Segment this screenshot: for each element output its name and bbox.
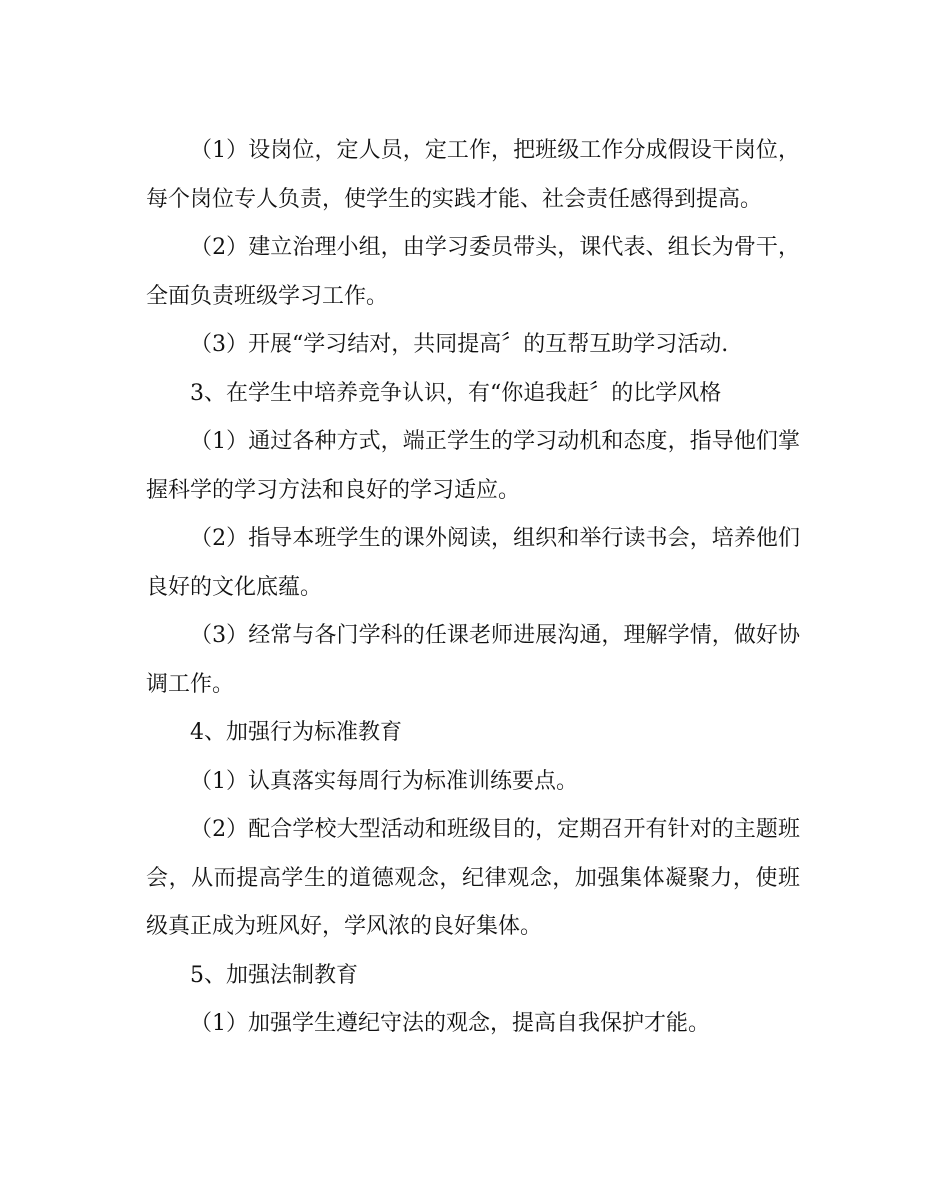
- section-heading-legal: 5、加强法制教育: [190, 962, 358, 988]
- paragraph-class-meeting: （2）配合学校大型活动和班级目的，定期召开有针对的主题班会，从而提高学生的道德观念，纪律观念，加强集体凝聚力，使班级真正成为班风好，学风浓的良好集体。: [146, 817, 800, 939]
- paragraph-reading: （2）指导本班学生的课外阅读，组织和举行读书会，培养他们良好的文化底蕴。: [146, 526, 800, 600]
- paragraph-peer-help: （3）开展“学习结对，共同提高〞的互帮互助学习活动.: [190, 332, 729, 357]
- paragraph-duty-posts: （1）设岗位，定人员，定工作，把班级工作分成假设干岗位，每个岗位专人负责，使学生的实践才能、社会责任感得到提高。: [146, 138, 800, 212]
- paragraph-law-awareness: （1）加强学生遵纪守法的观念，提高自我保护才能。: [190, 1011, 710, 1036]
- paragraph-study-group: （2）建立治理小组，由学习委员带头，课代表、组长为骨干，全面负责班级学习工作。: [146, 235, 800, 309]
- paragraph-teacher-communication: （3）经常与各门学科的任课老师进展沟通，理解学情，做好协调工作。: [146, 623, 800, 697]
- paragraph-study-motivation: （1）通过各种方式，端正学生的学习动机和态度，指导他们掌握科学的学习方法和良好的学习适应。: [146, 429, 800, 503]
- document-body: [146, 127, 800, 1049]
- paragraph-weekly-training: （1）认真落实每周行为标准训练要点。: [190, 768, 578, 794]
- section-heading-competition: 3、在学生中培养竞争认识，有“你追我赶〞的比学风格: [190, 380, 722, 406]
- section-heading-behavior: 4、加强行为标准教育: [190, 720, 402, 745]
